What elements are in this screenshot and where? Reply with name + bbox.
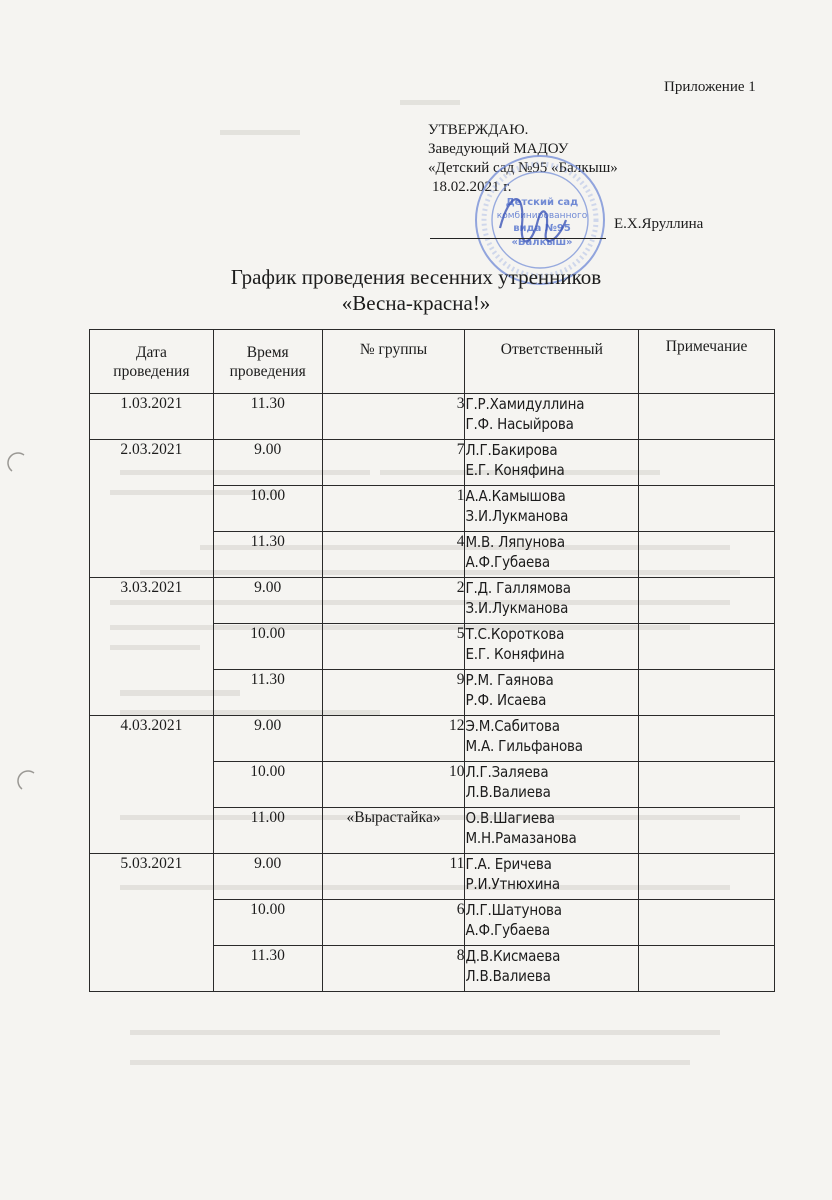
header-date-line: Дата <box>135 343 167 361</box>
note-cell <box>639 486 775 532</box>
responsible-name: Э.М.Сабитова <box>465 717 560 735</box>
signer-name: Е.Х.Яруллина <box>614 216 704 232</box>
time-cell: 10.00 <box>213 762 322 808</box>
header-time-line: Время <box>246 343 289 361</box>
note-cell <box>639 440 775 486</box>
responsible-cell <box>465 946 639 992</box>
header-time-line: проведения <box>229 362 306 380</box>
time-cell: 10.00 <box>213 900 322 946</box>
date-cell: 3.03.2021 <box>90 578 214 716</box>
responsible-name: З.И.Лукманова <box>465 599 569 617</box>
responsible-cell <box>465 808 639 854</box>
title-line-2: «Весна-красна!» <box>341 291 491 315</box>
responsible-name: Г.Д. Галлямова <box>465 579 571 597</box>
responsible-name: Р.М. Гаянова <box>465 671 554 689</box>
approve-title: УТВЕРЖДАЮ. <box>428 122 529 138</box>
time-cell: 11.30 <box>213 946 322 992</box>
responsible-name: Л.Г.Шатунова <box>465 901 562 919</box>
group-cell: «Вырастайка» <box>322 808 465 854</box>
responsible-name: Л.В.Валиева <box>465 967 551 985</box>
punch-hole-mark <box>6 452 28 474</box>
note-cell <box>639 670 775 716</box>
responsible-name: Т.С.Короткова <box>465 625 565 643</box>
time-cell: 11.00 <box>213 808 322 854</box>
approve-date: 18.02.2021 г. <box>432 179 512 195</box>
note-cell <box>639 532 775 578</box>
note-cell <box>639 854 775 900</box>
responsible-name: Г.Ф. Насыйрова <box>465 415 574 433</box>
responsible-name: Л.В.Валиева <box>465 783 551 801</box>
time-cell: 9.00 <box>213 578 322 624</box>
header-note: Примечание <box>639 330 775 394</box>
approve-organization: «Детский сад №95 «Балкыш» <box>428 160 618 176</box>
group-cell: 3 <box>322 394 465 440</box>
responsible-cell <box>465 578 639 624</box>
seal-text: комбинированного <box>496 211 588 221</box>
header-group: № группы <box>322 330 465 394</box>
responsible-name: Р.И.Утнюхина <box>465 875 560 893</box>
responsible-cell <box>465 624 639 670</box>
responsible-cell <box>465 394 639 440</box>
responsible-cell <box>465 900 639 946</box>
approve-position: Заведующий МАДОУ <box>428 141 569 157</box>
note-cell <box>639 946 775 992</box>
responsible-name: О.В.Шагиева <box>465 809 555 827</box>
responsible-cell <box>465 762 639 808</box>
responsible-cell <box>465 486 639 532</box>
responsible-name: Л.Г.Заляева <box>465 763 549 781</box>
time-cell: 11.30 <box>213 670 322 716</box>
group-cell: 1 <box>322 486 465 532</box>
responsible-cell <box>465 716 639 762</box>
date-cell: 1.03.2021 <box>90 394 214 440</box>
table-header-row <box>90 330 775 394</box>
responsible-name: Е.Г. Коняфина <box>465 645 565 663</box>
responsible-name: А.Ф.Губаева <box>465 553 550 571</box>
header-responsible: Ответственный <box>465 330 639 394</box>
document-title <box>0 264 832 316</box>
group-cell: 8 <box>322 946 465 992</box>
note-cell <box>639 762 775 808</box>
appendix-label: Приложение 1 <box>664 79 756 95</box>
date-cell: 5.03.2021 <box>90 854 214 992</box>
group-cell: 2 <box>322 578 465 624</box>
responsible-cell <box>465 854 639 900</box>
note-cell <box>639 808 775 854</box>
responsible-name: М.Н.Рамазанова <box>465 829 577 847</box>
time-cell: 10.00 <box>213 486 322 532</box>
title-line-1: График проведения весенних утренников <box>230 265 602 289</box>
responsible-name: Д.В.Кисмаева <box>465 947 561 965</box>
time-cell: 11.30 <box>213 532 322 578</box>
group-cell: 9 <box>322 670 465 716</box>
note-cell <box>639 716 775 762</box>
table-row <box>90 578 775 624</box>
responsible-cell <box>465 440 639 486</box>
signature-line <box>430 238 606 239</box>
table-row <box>90 854 775 900</box>
group-cell: 11 <box>322 854 465 900</box>
responsible-name: Е.Г. Коняфина <box>465 461 565 479</box>
header-date <box>90 330 214 394</box>
group-cell: 7 <box>322 440 465 486</box>
table-row <box>90 440 775 486</box>
responsible-cell <box>465 670 639 716</box>
table-row <box>90 394 775 440</box>
responsible-name: З.И.Лукманова <box>465 507 569 525</box>
date-cell: 4.03.2021 <box>90 716 214 854</box>
note-cell <box>639 578 775 624</box>
seal-text: вида №95 <box>513 223 571 234</box>
seal-text: «Балкыш» <box>511 237 573 248</box>
note-cell <box>639 394 775 440</box>
responsible-name: Л.Г.Бакирова <box>465 441 558 459</box>
time-cell: 9.00 <box>213 440 322 486</box>
responsible-name: М.А. Гильфанова <box>465 737 583 755</box>
group-cell: 10 <box>322 762 465 808</box>
time-cell: 9.00 <box>213 854 322 900</box>
header-time <box>213 330 322 394</box>
note-cell <box>639 624 775 670</box>
responsible-name: Р.Ф. Исаева <box>465 691 547 709</box>
table-row <box>90 716 775 762</box>
date-cell: 2.03.2021 <box>90 440 214 578</box>
header-date-line: проведения <box>113 362 190 380</box>
responsible-cell <box>465 532 639 578</box>
responsible-name: А.Ф.Губаева <box>465 921 550 939</box>
group-cell: 6 <box>322 900 465 946</box>
punch-hole-mark <box>16 770 38 792</box>
time-cell: 11.30 <box>213 394 322 440</box>
group-cell: 5 <box>322 624 465 670</box>
group-cell: 4 <box>322 532 465 578</box>
schedule-table <box>89 329 775 992</box>
note-cell <box>639 900 775 946</box>
responsible-name: Г.Р.Хамидуллина <box>465 395 585 413</box>
seal-text: Детский сад <box>505 197 579 208</box>
responsible-name: Г.А. Еричева <box>465 855 552 873</box>
responsible-name: М.В. Ляпунова <box>465 533 565 551</box>
time-cell: 10.00 <box>213 624 322 670</box>
responsible-name: А.А.Камышова <box>465 487 566 505</box>
group-cell: 12 <box>322 716 465 762</box>
time-cell: 9.00 <box>213 716 322 762</box>
